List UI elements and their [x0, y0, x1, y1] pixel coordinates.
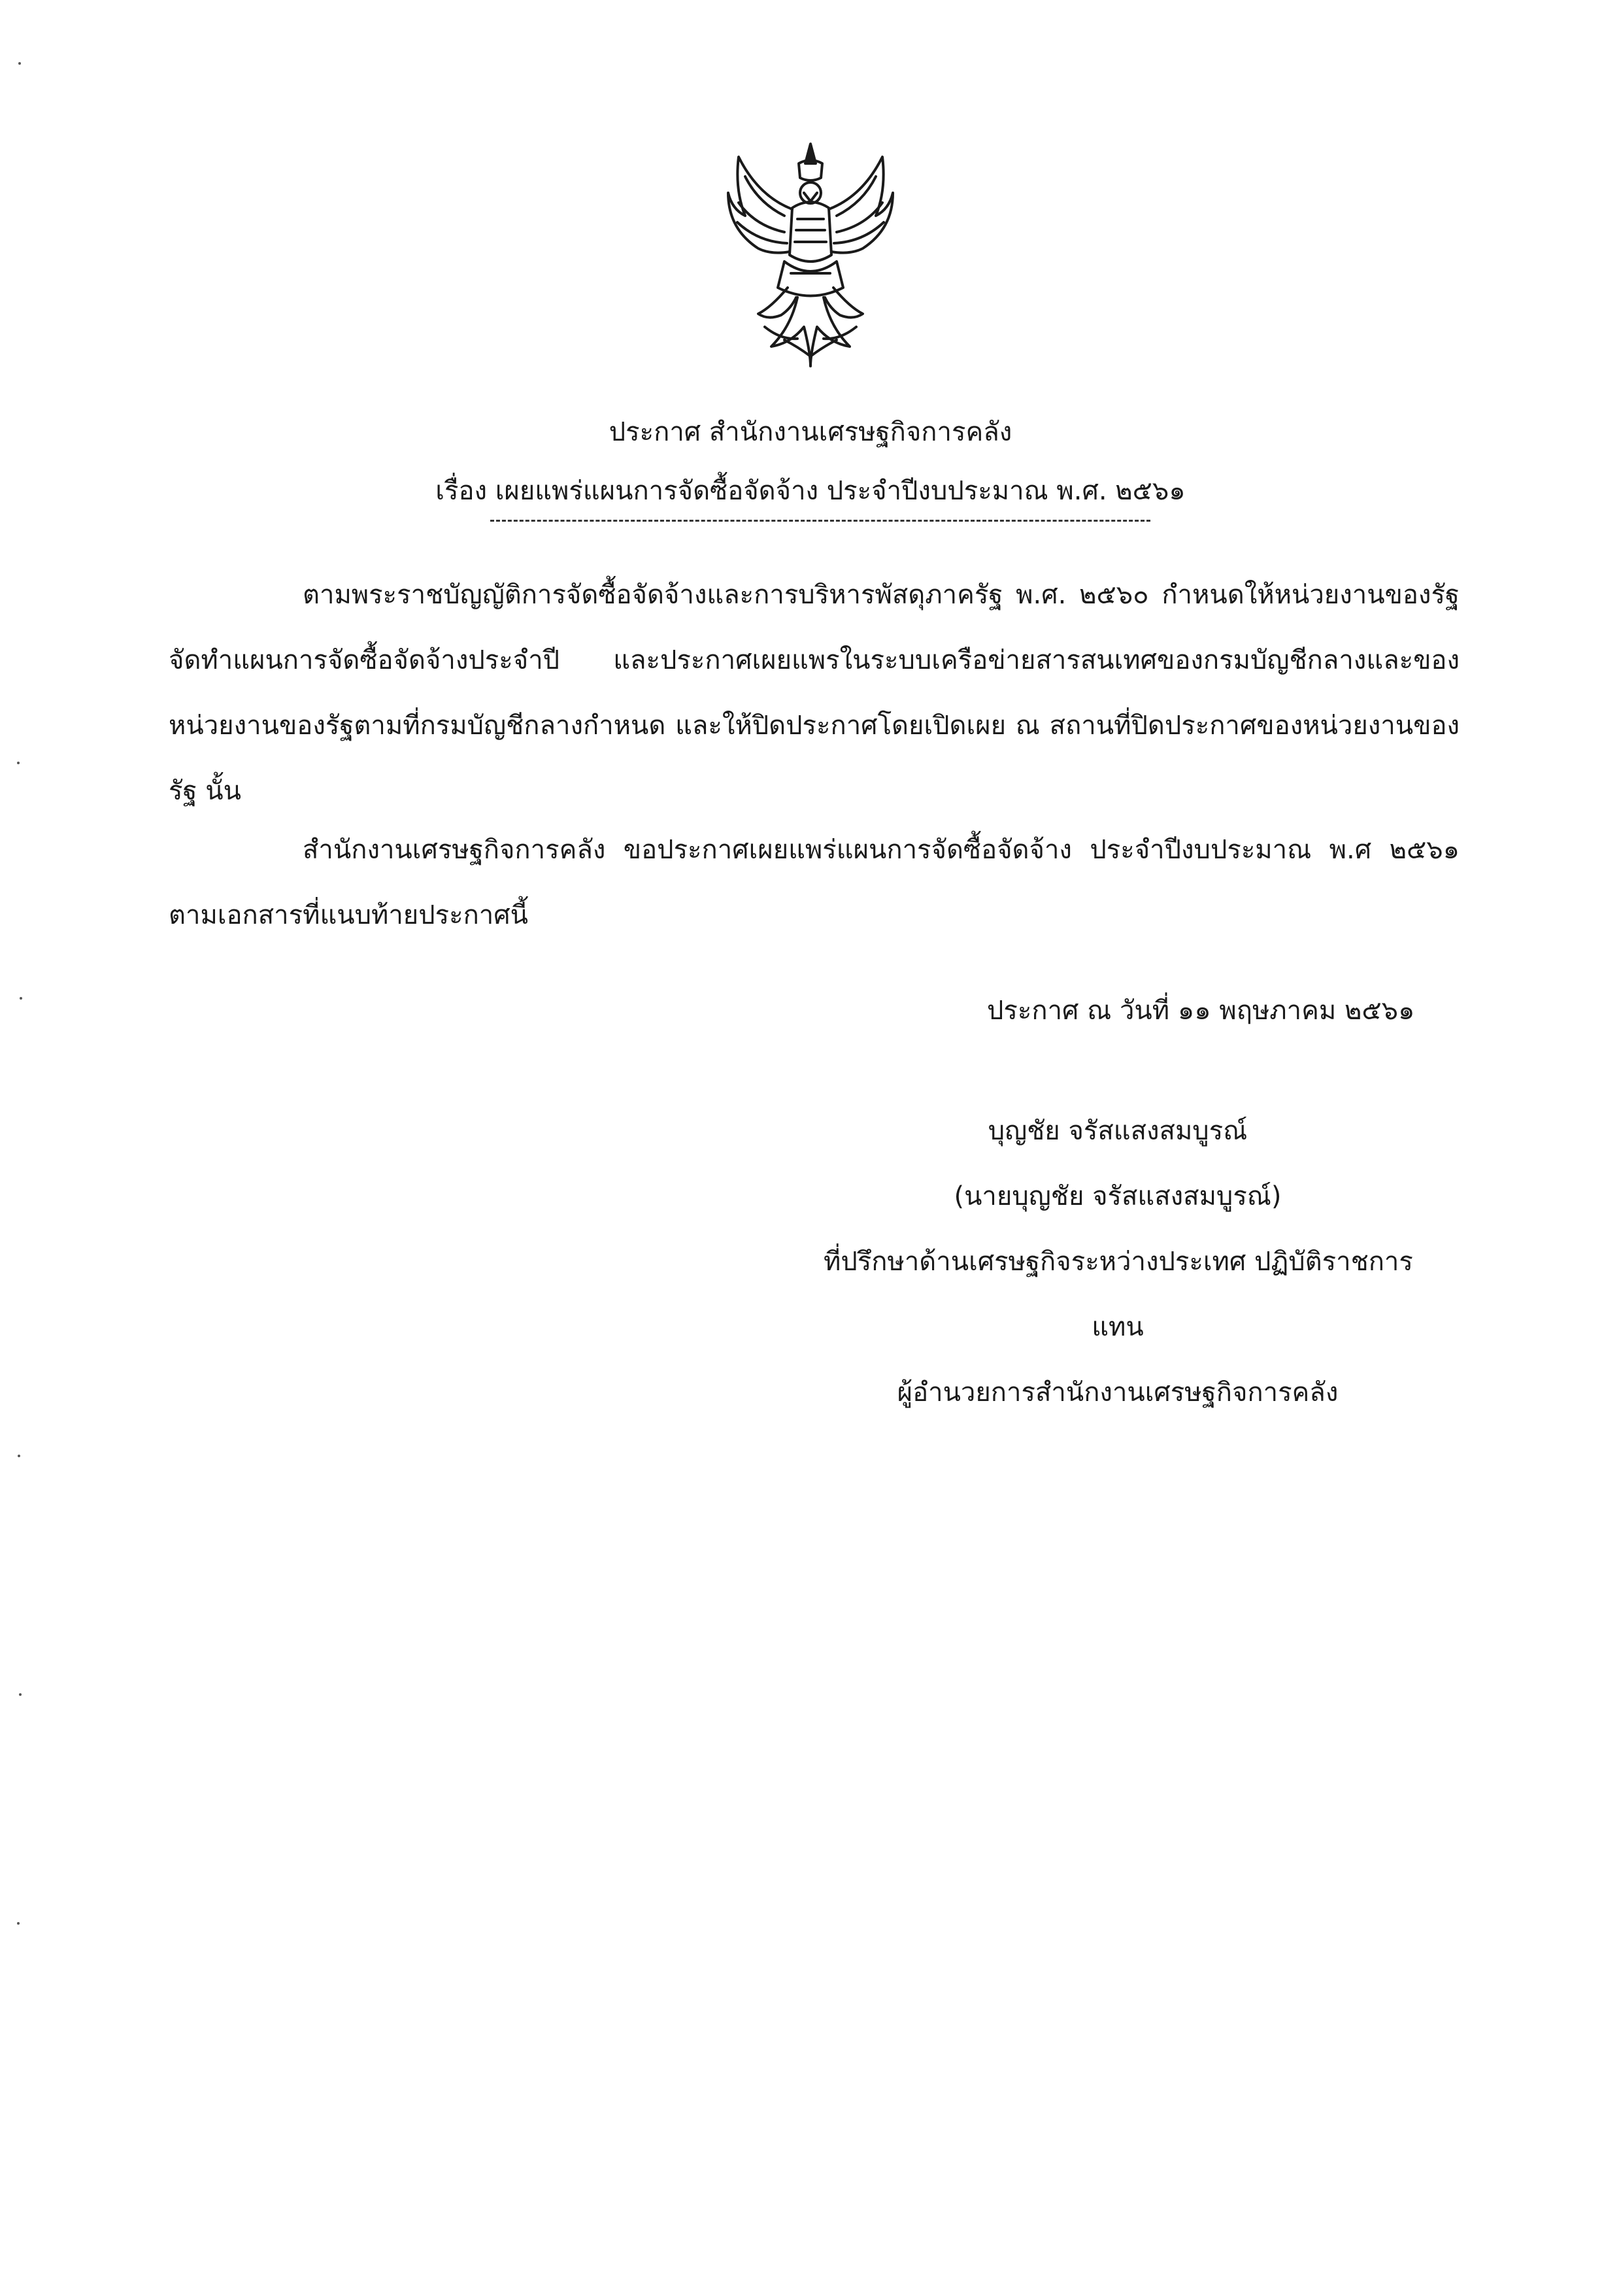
garuda-emblem-icon: [719, 131, 902, 373]
body-paragraph-1: ตามพระราชบัญญัติการจัดซื้อจัดจ้างและการบริหารพัสดุภาครัฐ พ.ศ. ๒๕๖๐ กำหนดให้หน่วยงานของรัฐจัดทำแผนการจัดซื้อจัดจ้างประจำปี และประกาศเผยแพรในระบบเครือข่ายสารสนเทศของกรมบัญชีกลางและของหน่วยงานของรัฐตามที่กรมบัญชีกลางกำหนด และให้ปิดประกาศโดยเปิดเผย ณ สถานที่ปิดประกาศของหน่วยงานของรัฐ นั้น: [169, 580, 1460, 806]
acting-for: แทน: [1092, 1312, 1144, 1342]
scan-speck: [20, 997, 22, 1000]
announcement-title: ประกาศ สำนักงานเศรษฐกิจการคลัง: [609, 417, 1012, 447]
announcement-subject: เรื่อง เผยแพร่แผนการจัดซื้อจัดจ้าง ประจำปีงบประมาณ พ.ศ. ๒๕๖๑: [435, 476, 1186, 506]
signer-position: ที่ปรึกษาด้านเศรษฐกิจระหว่างประเทศ ปฏิบัติราชการ: [824, 1247, 1413, 1277]
header-divider: [490, 520, 1150, 522]
body-paragraph-2: สำนักงานเศรษฐกิจการคลัง ขอประกาศเผยแพร่แผนการจัดซื้อจัดจ้าง ประจำปีงบประมาณ พ.ศ ๒๕๖๑ ตามเอกสารที่แนบท้ายประกาศนี้: [169, 835, 1460, 930]
scan-speck: [18, 1455, 20, 1457]
scan-speck: [19, 1693, 22, 1696]
announcement-date: ประกาศ ณ วันที่ ๑๑ พฤษภาคม ๒๕๖๑: [987, 996, 1415, 1026]
printed-name: (นายบุญชัย จรัสแสงสมบูรณ์): [954, 1181, 1282, 1211]
principal-position: ผู้อำนวยการสำนักงานเศรษฐกิจการคลัง: [897, 1377, 1339, 1408]
signature-block: [824, 1098, 1412, 1425]
scan-speck: [18, 62, 21, 65]
scan-speck: [17, 762, 20, 764]
scan-speck: [17, 1922, 20, 1925]
signed-name: บุญชัย จรัสแสงสมบูรณ์: [988, 1116, 1248, 1146]
